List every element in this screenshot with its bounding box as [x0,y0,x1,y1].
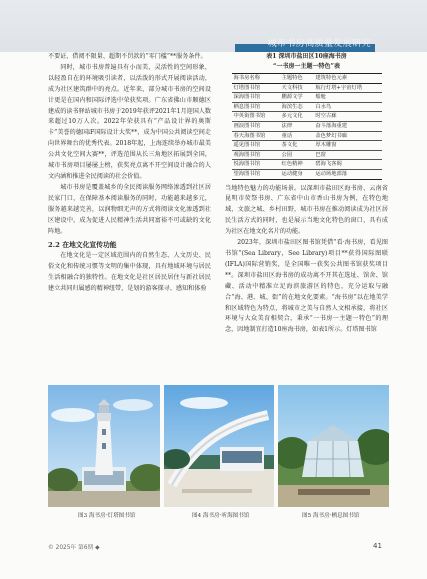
page-header [0,0,427,52]
table-row [232,102,382,112]
table-row [232,121,382,131]
table-row [232,169,382,179]
left-column [48,52,211,295]
table-row [232,131,382,141]
table-cell: 红色精神 [280,160,314,170]
table-cell: 航行灯塔+宇宙灯塔 [313,83,381,93]
table-caption: 表1 深圳市盐田区10座海书房 [266,53,347,60]
right-column [225,52,388,336]
table-cell: 栖息图书馆 [232,102,280,112]
table-row [232,150,382,160]
table-row [232,160,382,170]
running-title: 城市书房高质量发展研究 [267,39,371,49]
table-row [232,112,382,122]
table-cell: 深海图书馆 [232,93,280,103]
page-number: 41 [373,542,382,550]
table-cell: 公园 [280,150,314,160]
table-cell: 悦海图书馆 [232,160,280,170]
table-cell: 时空古廊 [313,112,381,122]
table-cell: 中英街图书馆 [232,112,280,122]
table-cell: 运动场地部落 [313,169,381,179]
paragraph: 城市书房是覆盖城乡的全民阅读服务网络渗透到社区居民家门口，在保障基本阅读服务的同时，功能越来越多元，服务越来越完善，以润物细无声的方式将阅读文化渗透到社区建设中，成为促进人民精神生活共同富裕不可或缺的文化阵地。 [48,183,211,235]
table-caption-subtitle: “一书房一主题一特色”表 [273,63,340,70]
seaside-library-photo [164,385,274,507]
table-cell: 多元文化 [280,112,314,122]
paragraph: 当地特色魅力的功能场景。以深圳市盐田区海书房、云南省昆明市荧祭书房、广东省中山市香山书房为例，在特色地域、文旅之城、乡村田野，城市书房在推动阅读成为社区居民生活方式的同时，也是展示当地文化特色的窗口，具有成为社区在地文化名片的功能。 [225,184,388,236]
table-header-cell: 主题特色 [280,74,314,84]
table-cell: 望海图书馆 [232,169,280,179]
table-cell: 盖色梦幻书廊 [313,131,381,141]
figure-caption: 图3 海书房·灯塔图书馆 [78,513,136,519]
table-cell: 奋斗落海重建 [313,121,381,131]
figure-caption: 图4 海书房·听海图书馆 [192,513,250,519]
figure-row [48,385,389,507]
table-cell: 灯塔图书馆 [232,83,280,93]
table-cell: 春天海图书馆 [232,131,280,141]
table-cell: 巴窗 [313,150,381,160]
glasshouse-library-photo [278,385,389,507]
paragraph: 不要证、借阅不限量、超期不罚款的“零门槛”**服务条件。 [48,53,207,60]
table-row [232,141,382,151]
table-cell: 海滨生态 [280,102,314,112]
table-cell: 船舱 [313,93,381,103]
table-cell: 茶文化 [280,141,314,151]
table-cell: 法律 [280,121,314,131]
table-cell: 鹏源文学 [280,93,314,103]
table-cell: 童话 [280,131,314,141]
table-cell: 天文科技 [280,83,314,93]
table-cell: 观海图书馆 [232,150,280,160]
paragraph: 2023年，深圳市盐田区图书馆凭借“看·海书房，看见图书馆”(Sea Library，See Library)项目**获得国际图联(IFLA)国际营销奖，是全国唯一获奖公共图书馆获奖项目**。深圳市盐田区海书房的成功离不开其在选址、馆舍、馆藏、活动中精准立足海滨旅游区的特色，充分运取与融合“海、港、城、街”的在地文化要素。“海书房”以在地美学和区域特色为特点，将城市之美与自然人文相承接，将社区环境与大众美育相契合，秉承“一书房一主题一特色”的理念，因地制宜打造10座海书房，如表1所示。灯塔图书馆 [225,239,388,334]
table-cell: 厚木雕窗 [313,141,381,151]
table-cell: 运动健身 [280,169,314,179]
paragraph: 在地文化是一定区域范围内的自然生态、人文历史、民俗文化和传统习惯等文明的集中体现，具有地域环境与居民生活相融合的独特性。在地文化是社区居民居住与新社居民建立共同归属感的精神纽带，是划的游客探寻、感知和体验 [48,252,211,293]
table-cell: 白水鸟 [313,102,381,112]
table-cell: 画浪图书馆 [232,121,280,131]
table-row [232,83,382,93]
table-header-cell: 建筑特色元素 [313,74,381,84]
lighthouse-library-photo [48,385,160,507]
library-table [232,73,382,180]
section-heading: 2.2 在地文化宣传功能 [48,241,117,250]
table-header-cell: 海书房名称 [232,74,280,84]
figure-caption: 图5 海书房·栖息图书馆 [302,513,360,519]
issue-info: © 2025年 第6期 ◆ [48,545,100,551]
table-cell: 碧海飞客阁 [313,160,381,170]
paragraph: 同时，城市书房普遍具有小而美、灵活性的空间形象，以轻盈自在的环境吸引读者，以活泼的形式开展阅读活动，成为社区建筑群中的亮点。近年来，部分城市书房的空间设计更是在国内和国际评选中荣获奖项。广东省佛山市顺德区建成的读书驿站城市书房于2019年获评2021年1月迎国人数来超过10万人次。2022年荣获具有“产品设计界的奥斯卡”美誉的德国iF国际设计大奖**，成为中国公共阅读空间走向世界舞台的优秀代表。2018年起，上海连续举办城市最美公共文化空间大赛**，评选范围从长三角地区拓展到全国，城市书房项目屡屡上榜，获奖亮点离不开空间设计融合的人文内涵和推进全民阅读的社会价值。 [48,63,211,180]
table-cell: 遥见图书馆 [232,141,280,151]
table-header-row [232,74,382,84]
table-row [232,93,382,103]
